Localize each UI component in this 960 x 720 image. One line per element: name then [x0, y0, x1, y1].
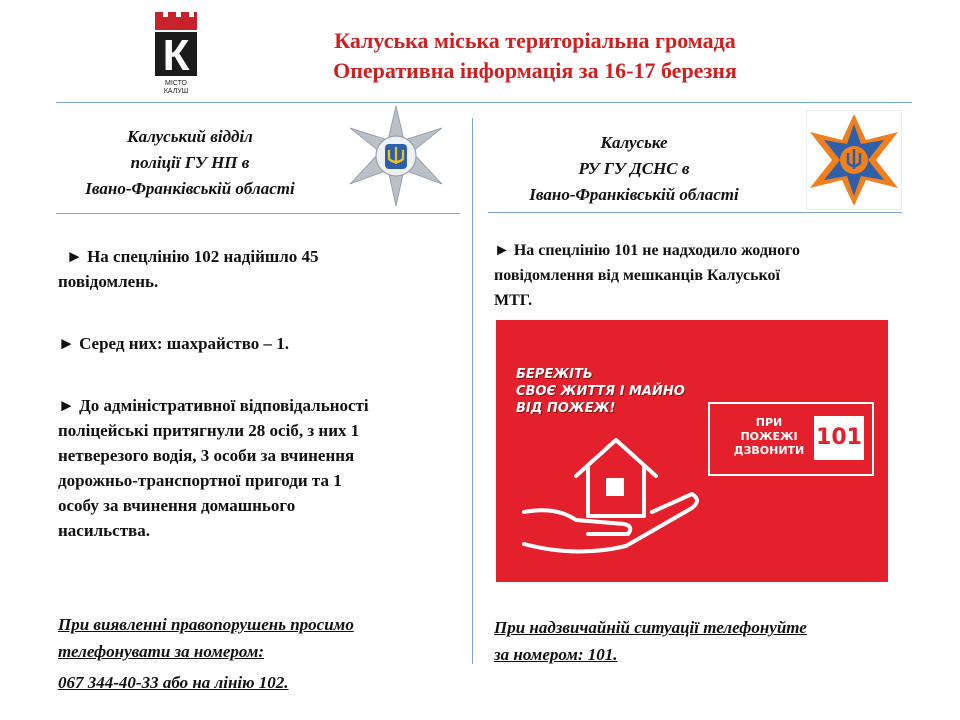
rescue-item-calls: [494, 238, 894, 313]
police-contact-line-2: телефонувати за номером:: [58, 642, 265, 661]
banner-call-text: [724, 416, 814, 458]
police-item-admin-line-5: особу за вчинення домашнього: [58, 496, 296, 515]
banner-call-line-1: ПРИ: [755, 416, 783, 429]
fire-safety-banner: [496, 320, 888, 582]
banner-slogan: [516, 366, 706, 417]
banner-slogan-line-3: ВІД ПОЖЕЖ!: [516, 401, 616, 416]
police-item-admin-line-3: нетверезого водія, 3 особи за вчинення: [58, 446, 355, 465]
rescue-item-calls-line-1: ► На спецлінію 101 не надходило жодного: [494, 242, 801, 259]
banner-emergency-number: 101: [814, 416, 864, 460]
police-item-calls-line-1: ► На спецлінію 102 надійшло 45: [66, 247, 319, 266]
logo-caption-2: КАЛУШ: [163, 88, 189, 95]
banner-slogan-line-1: БЕРЕЖІТЬ: [516, 367, 593, 382]
police-dept-line-2: поліції ГУ НП в: [130, 153, 250, 172]
rescue-item-calls-line-3: МТГ.: [494, 292, 533, 309]
banner-call-line-3: ДЗВОНИТИ: [733, 444, 805, 457]
rescue-contact-line-2[interactable]: за номером: 101.: [494, 645, 618, 664]
rescue-dept-line-1: Калуське: [600, 133, 668, 152]
city-logo: [155, 12, 197, 95]
page-title: Калуська міська територіальна громада: [334, 28, 736, 53]
police-item-calls: [58, 244, 458, 294]
police-star-icon: [344, 104, 448, 208]
police-item-admin: [58, 393, 458, 543]
police-dept-line-3: Івано-Франківській області: [85, 179, 295, 198]
police-contact-phone[interactable]: 067 344-40-33 або на лінію 102.: [58, 673, 289, 692]
police-dept-title: [50, 124, 330, 202]
police-item-admin-line-2: поліцейські притягнули 28 осіб, з них 1: [58, 421, 360, 440]
police-header-divider: [56, 213, 460, 214]
rescue-dept-line-3: Івано-Франківській області: [529, 185, 739, 204]
rescue-header-divider: [488, 212, 902, 213]
banner-slogan-line-2: СВОЄ ЖИТТЯ І МАЙНО: [516, 384, 685, 399]
house-hand-icon: [516, 420, 716, 560]
police-item-fraud: ► Серед них: шахрайство – 1.: [58, 334, 290, 353]
city-logo-icon: [155, 12, 197, 76]
police-item-admin-line-6: насильства.: [58, 521, 150, 540]
police-contact: [58, 611, 458, 696]
rescue-dept-line-2: РУ ГУ ДСНС в: [578, 159, 690, 178]
police-item-admin-line-4: дорожньо-транспортної пригоди та 1: [58, 471, 342, 490]
banner-call-box: [708, 402, 874, 476]
police-item-calls-line-2: повідомлень.: [58, 272, 159, 291]
police-contact-line-1: При виявленні правопорушень просимо: [58, 615, 354, 634]
rescue-contact-line-1: При надзвичайній ситуації телефонуйте: [494, 618, 807, 637]
rescue-item-calls-line-2: повідомлення від мешканців Калуської: [494, 267, 780, 284]
column-divider: [472, 118, 473, 664]
rescue-dept-title: [494, 130, 774, 208]
logo-letter: К: [162, 31, 190, 76]
header-divider: [56, 102, 912, 103]
police-dept-line-1: Калуський відділ: [127, 127, 253, 146]
rescue-emblem-icon: [806, 110, 902, 210]
banner-call-line-2: ПОЖЕЖІ: [740, 430, 798, 443]
police-item-admin-line-1: ► До адміністративної відповідальності: [58, 396, 369, 415]
logo-caption-1: МІСТО: [164, 80, 187, 87]
page-subtitle: Оперативна інформація за 16-17 березня: [333, 58, 737, 83]
rescue-contact: [494, 614, 904, 668]
